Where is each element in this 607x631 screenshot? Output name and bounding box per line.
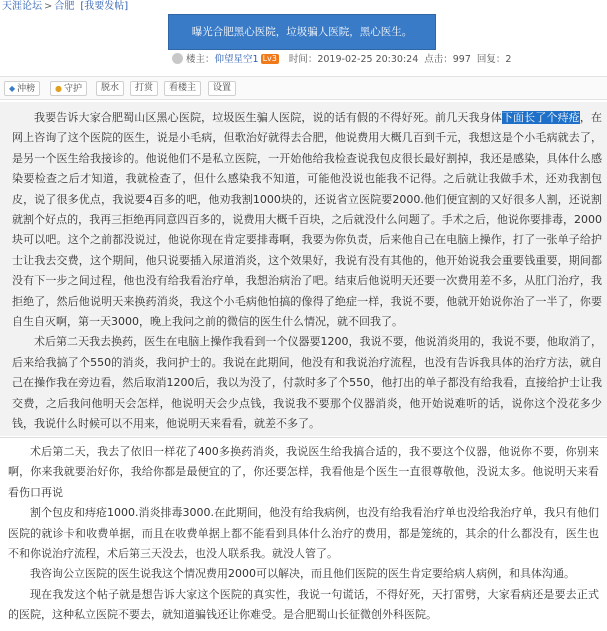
post-paragraph-2: 术后第二天我去换药，医生在电脑上操作我看到一个仪器要1200，我说不要，他说消炎用的，我说不要，他取消了，后来给我搞了个550的消炎，我问护士的。我说在此期间，他没有和我说治疗流程，也没有告诉我具体的治疗方法，就自己在操作我在旁边看，然后取消1200后，我以为没了，付款时多了个550，他打出的单子都没有给我看，直接给护士让我交费，之后我问他明天会怎样，他说明天会少点钱，我说我不要那个仪器消炎，他开始说难听的话，说你这个没花多少钱，我说什么时候可以不用来，他说明天来看看，就差不多了。	[12, 335, 602, 431]
settings-button[interactable]	[208, 81, 236, 96]
post-time: 时间：2019-02-25 20:30:24	[288, 54, 419, 65]
breadcrumb	[0, 0, 607, 14]
dehydrate-button[interactable]	[96, 81, 124, 96]
post2-paragraph-4: 现在我发这个帖子就是想告诉大家这个医院的真实性，我说一句谎话，不得好死，天打雷劈，大家看病还是要去正式的医院，这种私立医院不要去，就知道骗钱还让你难受。是合肥蜀山长征微创外科医院。	[8, 587, 599, 622]
new-post-link[interactable]: [我要发帖]	[80, 1, 129, 12]
post-continued	[0, 437, 607, 631]
tip-button[interactable]	[130, 81, 158, 96]
author-prefix: 楼主：	[186, 54, 215, 65]
breadcrumb-forum[interactable]: 天涯论坛	[2, 1, 42, 12]
post2-paragraph-3: 我咨询公立医院的医生说我这个情况费用2000可以解决，而且他们医院的医生肯定要给病人病例，和具体沟通。	[30, 567, 575, 581]
post-paragraph-1: 我要告诉大家合肥蜀山区黑心医院，垃圾医生骗人医院，说的话有假的不得好死。前几天我身体下面长了个痔疮，在网上咨询了这个医院的医生，说是小毛病，但歌治好就得去合肥，他说费用大概几百到千元，我想这是个小毛病就去了，是另一个医生给我接诊的。他说他们不是私立医院，一开始他给我检查说我包皮很长最好割掉，我还是感染，具体什么感染要检查之后才知道，我就检查了，但什么感染我不知道，可能他没说也能我不记得。之后就让我做手术，还劝我割包皮，说了很多优点，我说要4百多的吧，他劝我割1000块的，还说省立医院要2000.他们便宜割的又好很多人割，还说割就割个好点的，我再三拒绝再同意四百多的，说费用大概千百块，之后就没什么问题了。手术之后，他说你要排毒，2000块可以吧。这个之前都没说过，他说你现在肯定要排毒啊，我要为你负责，后来他自己在电脑上操作，打了一张单子给护士让我去交费，这个期间，他只说要插入尿道消炎，这个效果好，我说有没有其他的，他开始说我会重要钱重要，期间都没有下一步之间过程，他也没有给我看治疗单，我想治病治了吧。结束后他说明天还要一次费用差不多，从肛门治疗，我拒绝了，然后他说明天来换药消炎，我这个小毛病他怕搞的像得了绝症一样，我说不要，他就开始说你治了一半了，你要自生自灭啊，第一天3000，晚上我问之前的微信的医生什么情况，就不回我了。	[12, 111, 603, 329]
author-only-button[interactable]	[164, 81, 201, 96]
selected-text[interactable]: 下面长了个痔疮	[501, 111, 580, 124]
thread-title: 曝光合肥黑心医院，垃圾骗人医院，黑心医生。	[168, 14, 436, 50]
user-icon	[172, 53, 183, 64]
boost-button[interactable]	[4, 81, 40, 96]
shield-icon: ●	[55, 84, 62, 93]
post-toolbar	[0, 76, 607, 100]
reply-count: 回复：2	[476, 54, 512, 65]
dehydrate-label: 脱水	[101, 83, 120, 93]
author-only-label: 看楼主	[169, 83, 197, 93]
breadcrumb-section[interactable]: 合肥	[54, 1, 75, 12]
tip-label: 打赏	[135, 83, 154, 93]
post-body	[12, 108, 602, 435]
author-name[interactable]: 仰望星空1	[214, 54, 259, 65]
view-count: 点击：997	[424, 54, 471, 65]
guard-label: 守护	[63, 84, 82, 94]
diamond-icon: ◆	[9, 84, 16, 93]
boost-label: 沖榜	[17, 84, 36, 94]
post2-paragraph-1: 术后第二天，我去了依旧一样花了400多换药消炎，我说医生给我搞合适的，我不要这个仪器，他说你不要，你别来啊，你来我就要治好你，我给你都是最便宜的了，你还要怎样，我看他是个医生一直很尊敬他，没说太多。他说明天来看看伤口再说	[8, 445, 599, 499]
guard-button[interactable]	[50, 81, 87, 96]
settings-label: 设置	[213, 83, 232, 93]
level-badge: Lv3	[262, 54, 277, 63]
breadcrumb-separator: >	[44, 1, 53, 12]
author-row	[172, 52, 592, 68]
post2-paragraph-2: 割个包皮和痔疮1000.消炎排毒3000.在此期间，他没有给我病例，也没有给我看治疗单也没给我治疗单，我只有他们医院的就诊卡和收费单据，而且在收费单据上都不能看到具体什么治疗的费用，都是笼统的，其余的什么都没有，医生也不和你说治疗流程，术后第三天没去，也没人联系我。就没人管了。	[8, 506, 599, 561]
